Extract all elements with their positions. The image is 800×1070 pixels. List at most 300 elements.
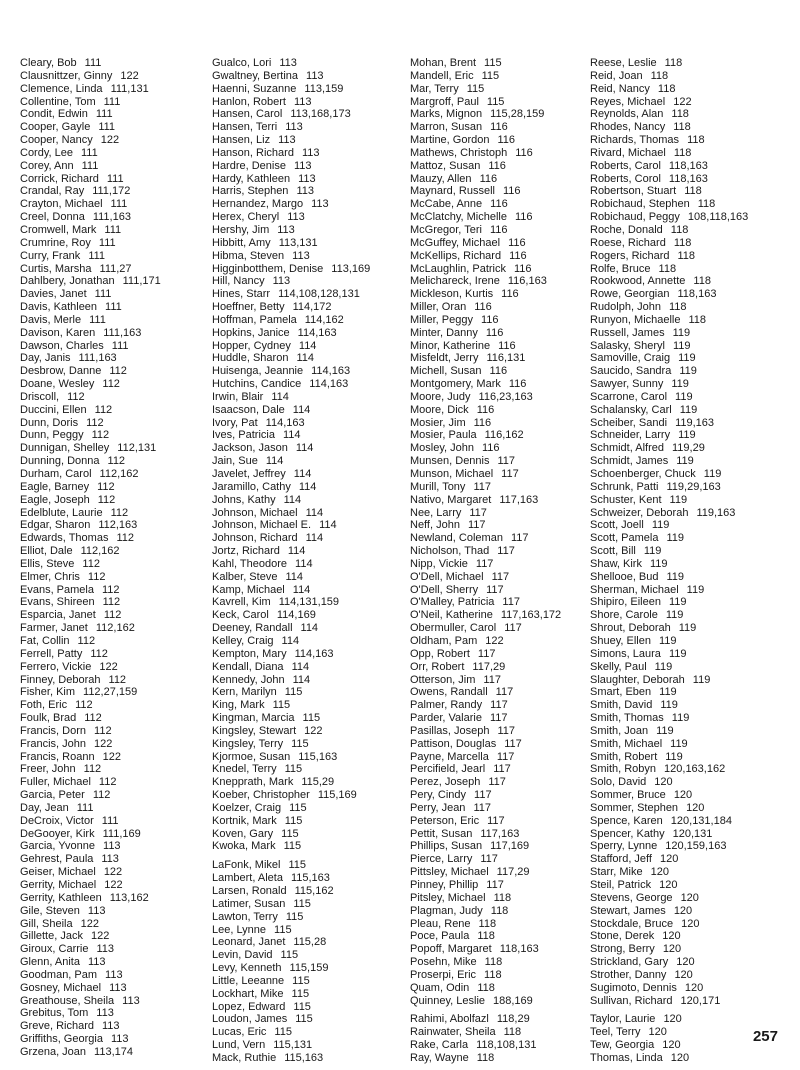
entry-pages: 116,163 [507, 275, 547, 288]
entry-pages: 116 [502, 185, 521, 198]
index-entry [410, 648, 561, 661]
index-entry [212, 185, 370, 198]
entry-name: Samoville, Craig [590, 352, 671, 365]
entry-pages: 120 [686, 801, 705, 814]
index-entry [212, 224, 370, 237]
index-entry [590, 969, 748, 982]
index-entry [212, 789, 370, 802]
index-entry [590, 1013, 748, 1026]
entry-pages: 108,118,163 [687, 211, 749, 224]
index-entry [590, 121, 748, 134]
entry-pages: 114 [291, 660, 310, 673]
index-entry [410, 828, 561, 841]
index-entry [20, 301, 161, 314]
index-entry [590, 982, 748, 995]
entry-name: McKellips, Richard [410, 249, 502, 262]
entry-pages: 119 [671, 378, 689, 391]
entry-pages: 117,29 [496, 866, 530, 879]
entry-pages: 120,131,184 [670, 814, 732, 827]
entry-name: Lund, Vern [212, 1039, 266, 1052]
entry-name: LaFonk, Mikel [212, 859, 281, 872]
entry-name: McLaughlin, Patrick [410, 262, 506, 275]
entry-name: Palmer, Randy [410, 699, 483, 712]
entry-pages: 113 [110, 1033, 129, 1046]
entry-name: Posehn, Mike [410, 956, 477, 969]
entry-pages: 112,162 [99, 468, 139, 480]
entry-name: Durham, Carol [20, 468, 92, 480]
entry-name: Jortz, Richard [212, 545, 280, 558]
entry-pages: 113,169 [331, 262, 371, 275]
entry-name: Hines, Starr [212, 288, 271, 301]
entry-pages: 114 [298, 480, 317, 493]
entry-pages: 117 [491, 570, 510, 583]
entry-pages: 188,169 [493, 994, 533, 1007]
entry-pages: 114 [281, 634, 300, 647]
entry-name: Gerrity, Kathleen [20, 891, 102, 904]
entry-pages: 114 [298, 339, 317, 352]
entry-pages: 111 [103, 95, 121, 108]
index-entry [20, 584, 161, 597]
entry-name: Scott, Bill [590, 545, 636, 558]
entry-name: Munson, Michael [410, 468, 494, 480]
index-entry [410, 751, 561, 764]
entry-name: Desbrow, Danne [20, 365, 102, 378]
index-entry [212, 250, 370, 263]
entry-name: Reid, Joan [590, 69, 643, 82]
index-entry [212, 134, 370, 147]
index-entry [590, 96, 748, 109]
index-entry [410, 417, 561, 430]
entry-pages: 118 [650, 69, 669, 82]
index-entry [212, 211, 370, 224]
entry-pages: 119 [660, 699, 678, 712]
entry-pages: 122 [673, 95, 692, 108]
entry-pages: 118,163 [668, 159, 708, 172]
index-entry [20, 173, 161, 186]
entry-name: Haenni, Suzanne [212, 82, 297, 95]
entry-name: Shore, Carole [590, 609, 658, 622]
entry-name: Miller, Peggy [410, 313, 473, 326]
entry-name: Roberts, Corol [590, 172, 661, 185]
index-entry [410, 288, 561, 301]
entry-name: McGuffey, Michael [410, 236, 501, 249]
entry-pages: 115,159 [289, 962, 329, 975]
entry-name: Margroff, Paul [410, 95, 479, 108]
entry-name: Lopez, Edward [212, 1000, 286, 1013]
index-entry [410, 635, 561, 648]
entry-name: Smith, Michael [590, 737, 663, 750]
entry-name: Mack, Ruthie [212, 1051, 277, 1064]
entry-name: Kahl, Theodore [212, 557, 288, 570]
index-entry [410, 185, 561, 198]
index-entry [212, 1001, 370, 1014]
index-entry [20, 121, 161, 134]
index-entry [20, 314, 161, 327]
entry-name: Sullivan, Richard [590, 994, 673, 1007]
index-entry [212, 532, 370, 545]
index-entry [212, 275, 370, 288]
index-entry [590, 699, 748, 712]
index-entry [410, 995, 561, 1008]
entry-name: Smith, David [590, 699, 653, 712]
index-entry [20, 776, 161, 789]
index-entry [20, 108, 161, 121]
entry-name: Murill, Tony [410, 480, 466, 493]
entry-pages: 117,163,172 [500, 609, 562, 622]
index-entry [410, 263, 561, 276]
entry-pages: 122 [304, 724, 323, 737]
entry-name: Percifield, Jearl [410, 763, 486, 776]
index-entry [410, 70, 561, 83]
entry-pages: 116 [488, 159, 506, 172]
entry-name: Kavrell, Kim [212, 596, 271, 609]
index-entry [20, 468, 161, 481]
entry-pages: 122 [485, 634, 504, 647]
entry-name: Munsen, Dennis [410, 455, 490, 468]
index-entry [410, 121, 561, 134]
index-entry [212, 1026, 370, 1039]
index-entry [410, 198, 561, 211]
index-entry [590, 314, 748, 327]
entry-pages: 114,163 [311, 365, 351, 378]
index-entry [20, 70, 161, 83]
index-entry [20, 134, 161, 147]
entry-name: Corrick, Richard [20, 172, 99, 185]
entry-name: Rake, Carla [410, 1039, 469, 1052]
entry-name: Glenn, Anita [20, 956, 80, 969]
entry-pages: 114 [319, 519, 337, 532]
index-entry [590, 661, 748, 674]
entry-pages: 113 [109, 981, 127, 994]
entry-name: Keck, Carol [212, 609, 269, 622]
index-column-2 [212, 57, 370, 1065]
entry-name: Hernandez, Margo [212, 198, 304, 211]
entry-name: Parder, Valarie [410, 712, 482, 725]
entry-pages: 118 [478, 917, 497, 930]
entry-name: Tew, Georgia [590, 1039, 655, 1052]
index-entry [590, 327, 748, 340]
index-entry [20, 699, 161, 712]
entry-pages: 115 [284, 686, 303, 699]
index-entry [410, 237, 561, 250]
index-entry [410, 584, 561, 597]
index-entry [20, 96, 161, 109]
entry-pages: 115 [289, 801, 307, 814]
entry-name: Kwoka, Mark [212, 840, 276, 853]
entry-pages: 119 [692, 673, 711, 686]
index-entry [20, 905, 161, 918]
entry-name: Kortnik, Mark [212, 814, 277, 827]
entry-name: Davison, Karen [20, 326, 96, 339]
index-entry [410, 982, 561, 995]
entry-name: Garcia, Yvonne [20, 840, 96, 853]
entry-name: Payne, Marcella [410, 750, 489, 763]
entry-name: Gill, Sheila [20, 917, 73, 930]
index-entry [20, 686, 161, 699]
entry-name: Reid, Nancy [590, 82, 650, 95]
entry-name: Gile, Steven [20, 904, 80, 917]
entry-pages: 122 [94, 737, 113, 750]
entry-name: Shipiro, Eileen [590, 596, 661, 609]
entry-pages: 113 [101, 1020, 120, 1033]
entry-pages: 115 [302, 712, 321, 725]
entry-name: Leonard, Janet [212, 936, 286, 949]
entry-name: Hershy, Jim [212, 223, 270, 236]
index-entry [590, 789, 748, 802]
entry-pages: 118,163 [668, 172, 708, 185]
index-entry [20, 969, 161, 982]
entry-name: Corey, Ann [20, 159, 74, 172]
index-entry [212, 674, 370, 687]
entry-pages: 114 [305, 506, 324, 519]
index-entry [212, 1052, 370, 1065]
entry-pages: 113 [294, 95, 312, 108]
entry-name: Moore, Judy [410, 390, 471, 403]
entry-name: Cleary, Bob [20, 57, 77, 69]
index-entry [20, 751, 161, 764]
entry-pages: 120 [670, 1051, 690, 1064]
index-entry [212, 828, 370, 841]
entry-pages: 119 [676, 455, 694, 468]
entry-pages: 115 [288, 859, 307, 872]
index-entry [20, 815, 161, 828]
entry-pages: 113 [285, 121, 303, 134]
entry-name: Marks, Mignon [410, 108, 483, 121]
entry-pages: 114,169 [276, 609, 316, 622]
entry-pages: 113 [272, 275, 291, 288]
index-entry [410, 494, 561, 507]
entry-name: Dunn, Peggy [20, 429, 84, 442]
entry-name: Opp, Robert [410, 647, 470, 660]
index-entry [410, 429, 561, 442]
index-entry [590, 571, 748, 584]
entry-name: Michell, Susan [410, 365, 482, 378]
index-entry [212, 776, 370, 789]
index-entry [20, 365, 161, 378]
index-entry [410, 969, 561, 982]
entry-name: Kelley, Craig [212, 634, 274, 647]
entry-name: Day, Janis [20, 352, 71, 365]
entry-name: Elliot, Dale [20, 545, 73, 558]
entry-name: Quinney, Leslie [410, 994, 486, 1007]
entry-name: Fuller, Michael [20, 776, 91, 789]
index-entry [212, 70, 370, 83]
entry-name: McGregor, Teri [410, 223, 482, 236]
entry-pages: 115,162 [294, 885, 334, 897]
index-entry [212, 494, 370, 507]
entry-pages: 111 [76, 801, 94, 814]
index-entry [20, 211, 161, 224]
entry-pages: 115,169 [317, 789, 357, 802]
index-entry [590, 211, 748, 224]
entry-name: Day, Jean [20, 801, 69, 814]
index-entry [590, 57, 748, 70]
entry-name: Johnson, Michael E. [212, 519, 312, 532]
entry-pages: 117 [487, 814, 505, 827]
entry-pages: 112 [87, 570, 106, 583]
entry-pages: 115 [283, 840, 302, 853]
entry-name: Roberts, Carol [590, 159, 661, 172]
entry-pages: 116 [515, 146, 533, 159]
index-entry [590, 391, 748, 404]
entry-pages: 113,162 [109, 891, 149, 904]
entry-name: Sommer, Bruce [590, 789, 666, 802]
index-entry [410, 173, 561, 186]
entry-name: Foulk, Brad [20, 712, 77, 725]
entry-name: Huisenga, Jeannie [212, 365, 304, 378]
entry-name: Driscoll, [20, 390, 60, 403]
entry-name: Pery, Cindy [410, 789, 467, 802]
entry-pages: 111,169 [102, 827, 141, 840]
entry-name: Evans, Shireen [20, 596, 95, 609]
entry-pages: 112 [97, 493, 116, 506]
entry-pages: 112 [101, 583, 120, 596]
entry-name: Schmidt, James [590, 455, 669, 468]
entry-name: DeGooyer, Kirk [20, 827, 95, 840]
index-entry [20, 442, 161, 455]
index-entry [410, 840, 561, 853]
index-entry [590, 404, 748, 417]
entry-name: Russell, James [590, 326, 665, 339]
entry-pages: 112 [75, 699, 93, 712]
entry-pages: 115,163 [298, 750, 338, 763]
entry-name: Farmer, Janet [20, 622, 88, 635]
index-entry [590, 417, 748, 430]
entry-name: Sugimoto, Dennis [590, 981, 677, 994]
entry-name: Kjormoe, Susan [212, 750, 291, 763]
entry-name: Garcia, Peter [20, 789, 85, 802]
entry-pages: 118 [493, 891, 512, 904]
entry-name: Cromwell, Mark [20, 223, 97, 236]
entry-name: Francis, Dorn [20, 724, 87, 737]
entry-name: Rookwood, Annette [590, 275, 686, 288]
entry-name: Rogers, Richard [590, 249, 670, 262]
index-entry [590, 776, 748, 789]
entry-pages: 117,163 [480, 827, 520, 840]
entry-name: Obermuller, Carol [410, 622, 497, 635]
index-entry [590, 134, 748, 147]
index-entry [410, 956, 561, 969]
entry-pages: 115,163 [290, 872, 330, 885]
entry-pages: 119 [656, 724, 674, 737]
index-entry [410, 815, 561, 828]
entry-name: Reynolds, Alan [590, 108, 664, 121]
entry-pages: 112 [110, 506, 129, 519]
entry-name: Larsen, Ronald [212, 885, 287, 897]
entry-name: Spencer, Kathy [590, 827, 665, 840]
entry-pages: 113 [277, 223, 295, 236]
entry-name: Greathouse, Sheila [20, 994, 115, 1007]
entry-pages: 117 [504, 622, 522, 635]
entry-name: Francis, Roann [20, 750, 95, 763]
entry-pages: 120 [680, 891, 699, 904]
entry-pages: 114,163 [297, 326, 337, 339]
entry-pages: 115,28 [293, 936, 327, 949]
entry-pages: 113 [87, 956, 106, 969]
entry-pages: 115,163 [284, 1051, 324, 1064]
entry-name: Deeney, Randall [212, 622, 293, 635]
entry-pages: 111,171 [122, 275, 161, 288]
index-entry [20, 1046, 161, 1059]
entry-pages: 115 [274, 923, 292, 936]
index-entry [410, 404, 561, 417]
entry-pages: 119 [679, 403, 698, 416]
entry-name: Koeber, Christopher [212, 789, 310, 802]
index-entry [410, 802, 561, 815]
entry-name: Mathews, Christoph [410, 146, 508, 159]
index-entry [20, 866, 161, 879]
entry-pages: 120 [673, 904, 693, 917]
index-entry [212, 1013, 370, 1026]
index-entry [410, 275, 561, 288]
entry-pages: 112 [82, 557, 100, 570]
index-entry [20, 712, 161, 725]
index-entry [212, 442, 370, 455]
entry-pages: 117 [473, 801, 491, 814]
entry-name: Hardre, Denise [212, 159, 286, 172]
entry-pages: 118 [684, 185, 702, 198]
index-entry [590, 532, 748, 545]
entry-name: Orr, Robert [410, 660, 465, 673]
entry-name: Edelblute, Laurie [20, 506, 103, 519]
entry-name: Misfeldt, Jerry [410, 352, 479, 365]
entry-pages: 114,162 [304, 313, 344, 326]
entry-name: Solo, David [590, 776, 647, 789]
entry-pages: 117 [510, 532, 529, 545]
entry-name: Mickleson, Kurtis [410, 288, 494, 301]
index-entry [212, 738, 370, 751]
entry-name: Johns, Kathy [212, 493, 276, 506]
entry-pages: 117 [502, 596, 520, 609]
entry-name: Pittsley, Michael [410, 866, 489, 879]
entry-pages: 115 [293, 1000, 311, 1013]
index-entry [590, 751, 748, 764]
entry-name: Lucas, Eric [212, 1026, 267, 1039]
index-entry [20, 532, 161, 545]
entry-name: Fat, Collin [20, 634, 70, 647]
entry-pages: 111 [111, 339, 129, 352]
entry-name: Nativo, Margaret [410, 493, 492, 506]
entry-pages: 119 [703, 468, 722, 480]
index-entry [410, 918, 561, 931]
index-entry [212, 173, 370, 186]
index-entry [212, 962, 370, 975]
index-entry [20, 596, 161, 609]
entry-name: Latimer, Susan [212, 897, 286, 910]
entry-name: Ivory, Pat [212, 416, 258, 429]
entry-name: Rivard, Michael [590, 146, 666, 159]
entry-pages: 115 [272, 699, 291, 712]
entry-pages: 111 [81, 159, 99, 172]
entry-pages: 115 [280, 949, 299, 962]
index-entry [212, 314, 370, 327]
index-entry [20, 352, 161, 365]
entry-name: Ferrell, Patty [20, 647, 83, 660]
index-entry [20, 879, 161, 892]
index-entry [212, 237, 370, 250]
entry-name: Duccini, Ellen [20, 403, 87, 416]
index-entry [212, 699, 370, 712]
entry-pages: 112 [102, 378, 120, 391]
entry-name: Pattison, Douglas [410, 737, 497, 750]
entry-pages: 116,162 [484, 429, 524, 442]
index-entry [20, 738, 161, 751]
entry-pages: 117 [469, 506, 487, 519]
index-entry [20, 83, 161, 96]
index-entry [590, 609, 748, 622]
entry-pages: 111 [95, 108, 113, 121]
index-entry [212, 57, 370, 70]
